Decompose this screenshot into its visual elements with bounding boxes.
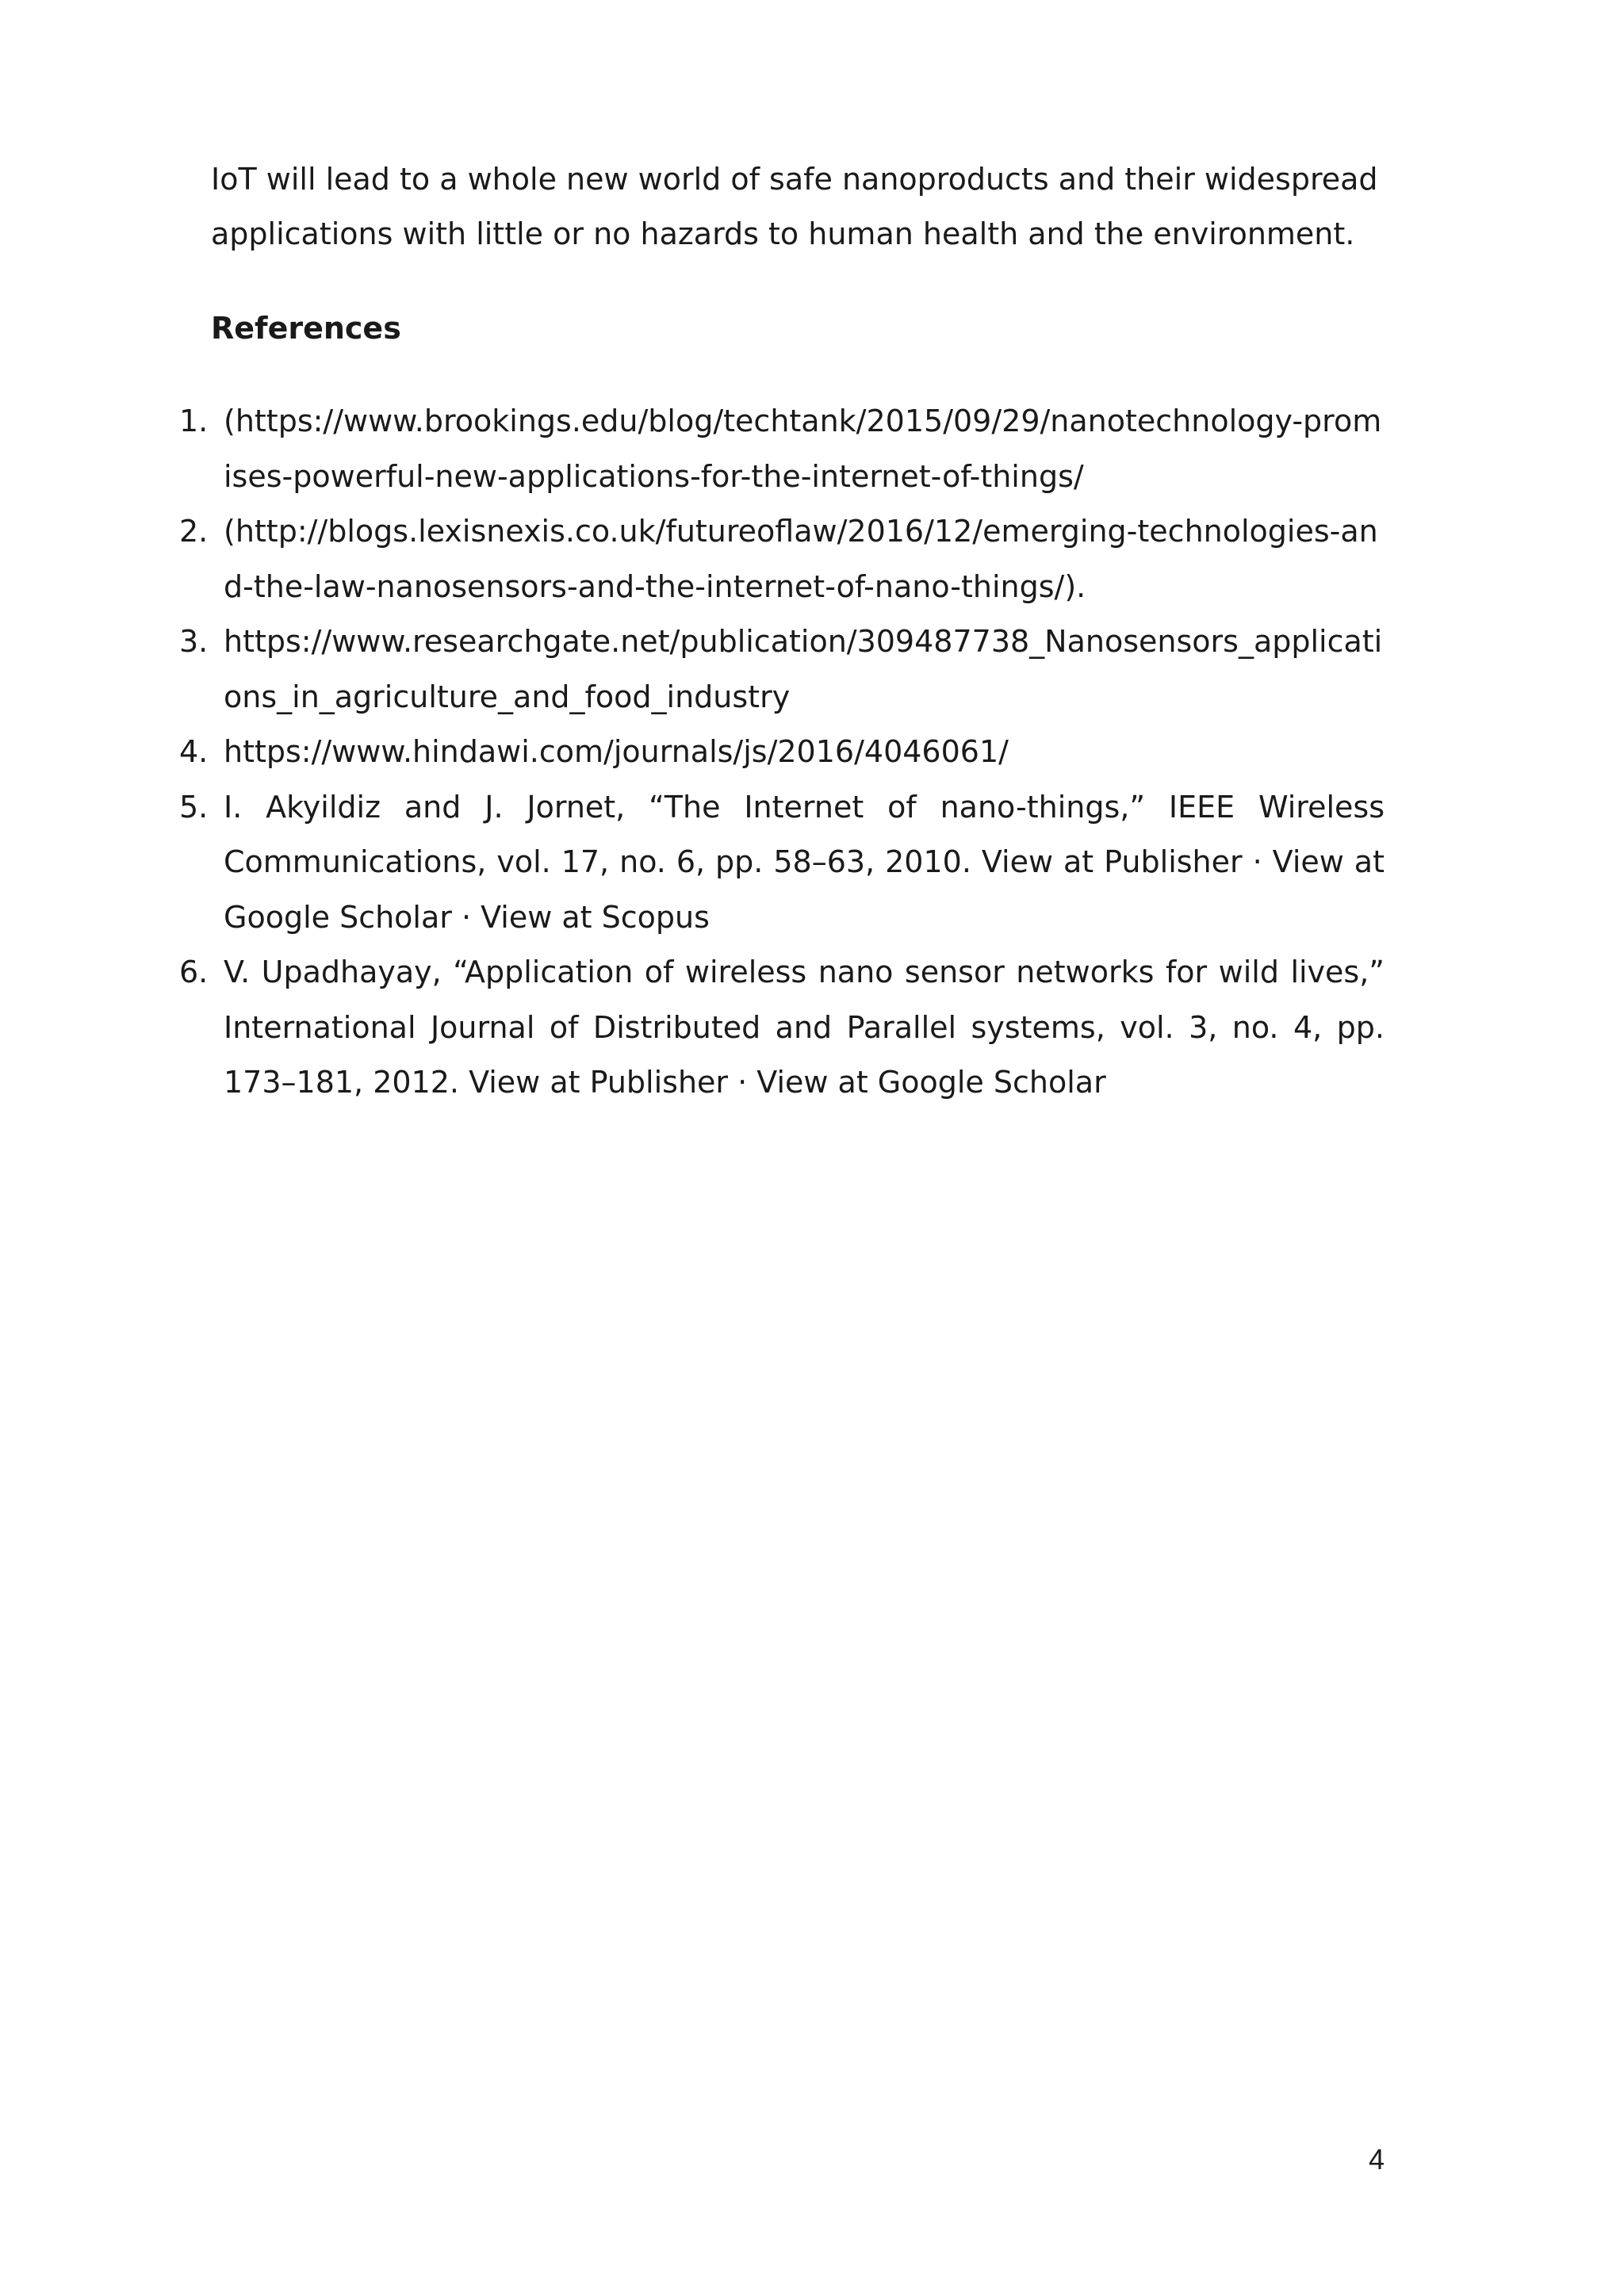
reference-text: (https://www.brookings.edu/blog/techtank/2015/09/29/nanotechnology-promises-powerful-new-applications-for-the-internet-of-things/	[224, 404, 1382, 494]
reference-number: 3.	[179, 624, 209, 659]
reference-text: V. Upadhayay, “Application of wireless nano sensor networks for wild lives,” International Journal of Distributed and Parallel systems, vol. 3, no. 4, pp. 173–181, 2012. View at Publisher · View at Google Scholar	[224, 955, 1385, 1100]
reference-item	[179, 945, 1385, 1111]
reference-item	[179, 725, 1385, 780]
reference-number: 5.	[179, 789, 209, 825]
reference-number: 6.	[179, 955, 209, 989]
references-list	[179, 394, 1385, 1111]
reference-item	[179, 504, 1385, 614]
reference-text: https://www.hindawi.com/journals/js/2016/4046061/	[224, 734, 1009, 769]
reference-number: 1.	[179, 404, 209, 438]
reference-text: https://www.researchgate.net/publication/309487738_Nanosensors_applications_in_agriculture_and_food_industry	[224, 624, 1383, 714]
reference-number: 4.	[179, 734, 209, 769]
references-heading: References	[211, 311, 401, 346]
page-number: 4	[1368, 2143, 1385, 2175]
reference-text: I. Akyildiz and J. Jornet, “The Internet of nano-things,” IEEE Wireless Communications, vol. 17, no. 6, pp. 58–63, 2010. View at Publisher · View at Google Scholar · View at Scopus	[224, 789, 1385, 935]
intro-paragraph: IoT will lead to a whole new world of safe nanoproducts and their widespread applications with little or no hazards to human health and the environment.	[211, 162, 1378, 251]
reference-number: 2.	[179, 514, 209, 549]
reference-item	[179, 614, 1385, 725]
reference-item	[179, 394, 1385, 504]
reference-item	[179, 780, 1385, 946]
reference-text: (http://blogs.lexisnexis.co.uk/futureoflaw/2016/12/emerging-technologies-and-the-law-nanosensors-and-the-internet-of-nano-things/).	[224, 514, 1378, 604]
